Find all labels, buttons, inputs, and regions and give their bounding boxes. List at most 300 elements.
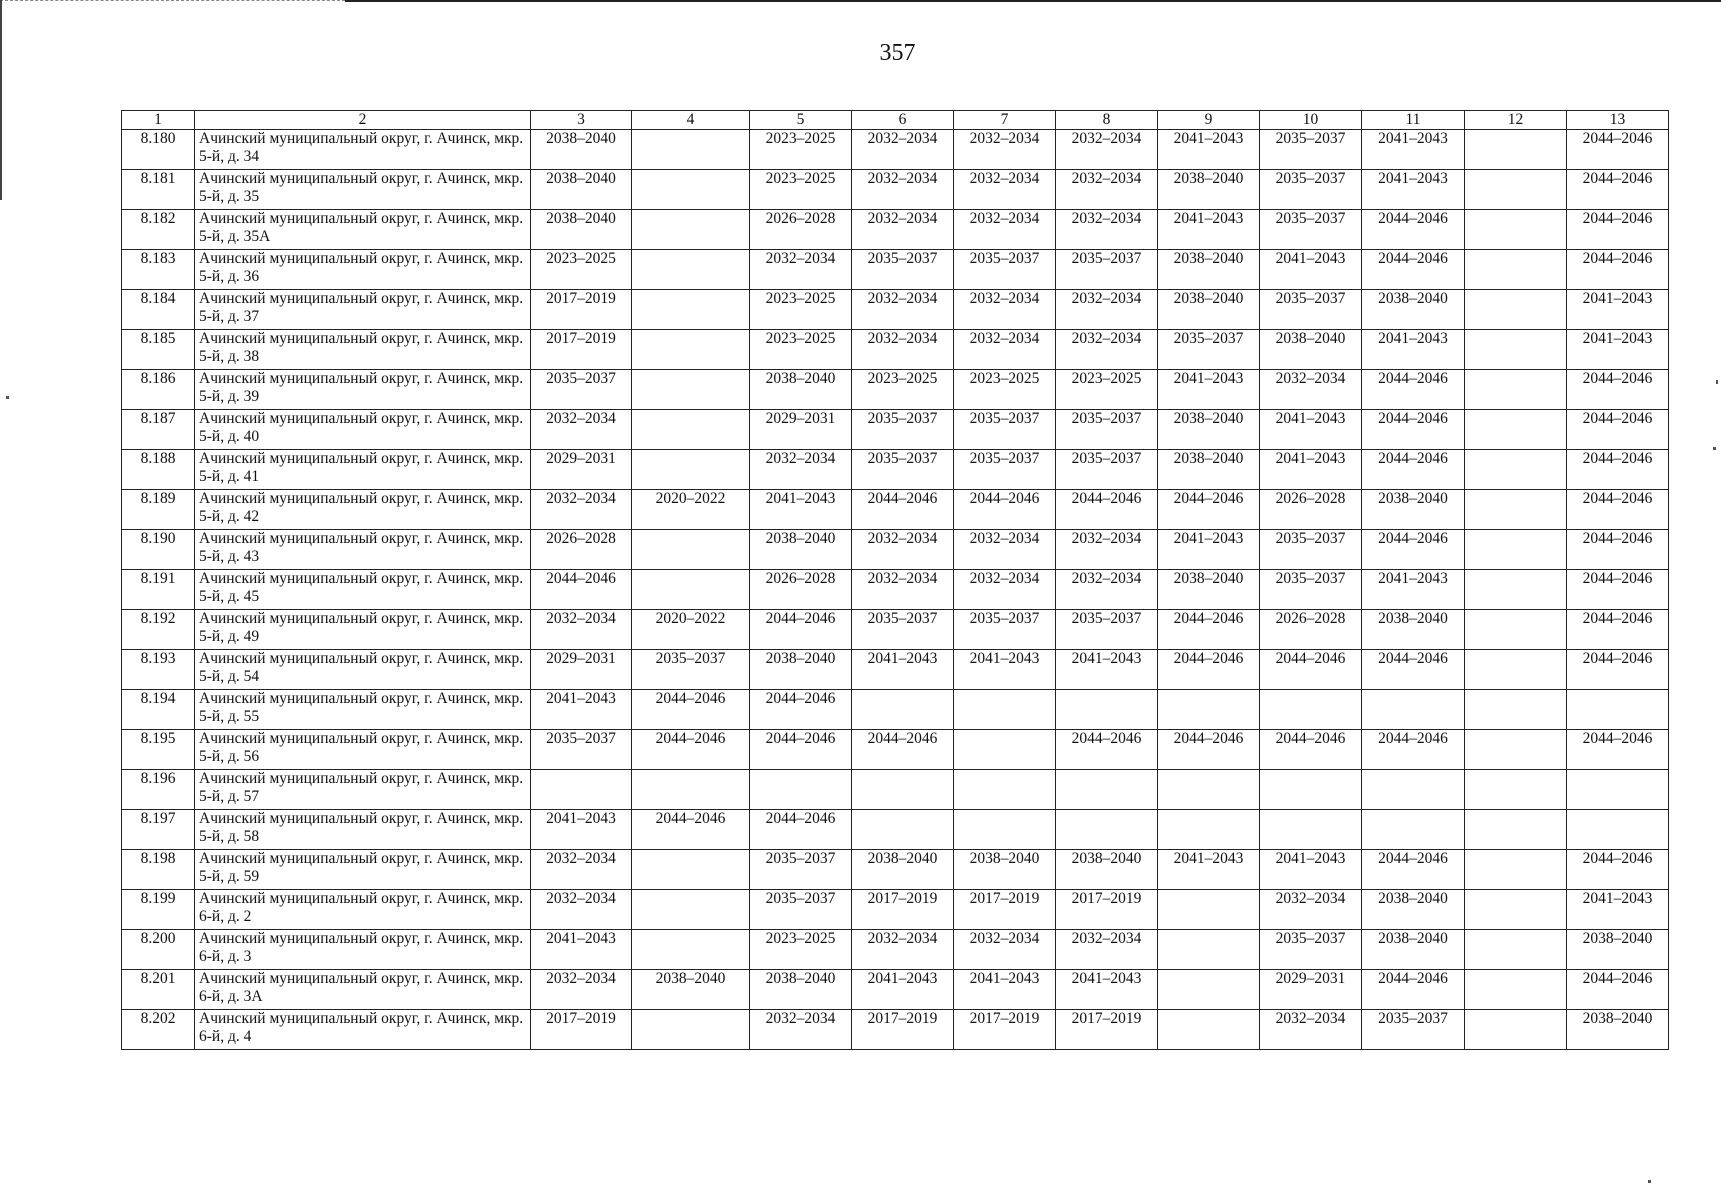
address-cell: Ачинский муниципальный округ, г. Ачинск, мкр. 5-й, д. 37 (195, 290, 531, 330)
period-cell-col-11: 2035–2037 (1362, 1010, 1465, 1050)
page-number: 357 (879, 40, 916, 66)
period-cell-col-4: 2020–2022 (632, 490, 750, 530)
row-number-cell: 8.182 (122, 210, 195, 250)
period-cell-col-3: 2032–2034 (531, 410, 632, 450)
period-cell-col-6: 2038–2040 (852, 850, 954, 890)
period-cell-col-11: 2041–2043 (1362, 570, 1465, 610)
table-row (122, 570, 1669, 610)
column-header-6: 6 (852, 111, 954, 130)
period-cell-col-6: 2035–2037 (852, 610, 954, 650)
period-cell-col-3: 2029–2031 (531, 450, 632, 490)
period-cell-col-10: 2038–2040 (1260, 330, 1362, 370)
period-cell-col-4 (632, 570, 750, 610)
period-cell-col-3: 2032–2034 (531, 890, 632, 930)
period-cell-col-4 (632, 930, 750, 970)
period-cell-col-13: 2044–2046 (1567, 130, 1669, 170)
period-cell-col-11: 2044–2046 (1362, 370, 1465, 410)
row-number-cell: 8.195 (122, 730, 195, 770)
period-cell-col-6: 2023–2025 (852, 370, 954, 410)
scan-mark (1713, 447, 1716, 450)
period-cell-col-13 (1567, 810, 1669, 850)
left-page-edge (0, 0, 2, 200)
period-cell-col-13 (1567, 770, 1669, 810)
period-cell-col-4 (632, 130, 750, 170)
period-cell-col-5: 2032–2034 (750, 1010, 852, 1050)
period-cell-col-10: 2041–2043 (1260, 450, 1362, 490)
period-cell-col-11: 2038–2040 (1362, 290, 1465, 330)
table-row (122, 410, 1669, 450)
period-cell-col-12 (1465, 570, 1567, 610)
period-cell-col-7 (954, 810, 1056, 850)
table-row (122, 290, 1669, 330)
period-cell-col-7: 2017–2019 (954, 890, 1056, 930)
period-cell-col-5: 2038–2040 (750, 530, 852, 570)
period-cell-col-7: 2032–2034 (954, 210, 1056, 250)
period-cell-col-6: 2032–2034 (852, 930, 954, 970)
period-cell-col-10: 2032–2034 (1260, 1010, 1362, 1050)
period-cell-col-13: 2044–2046 (1567, 730, 1669, 770)
period-cell-col-10: 2035–2037 (1260, 170, 1362, 210)
period-cell-col-7: 2041–2043 (954, 970, 1056, 1010)
period-cell-col-11: 2038–2040 (1362, 930, 1465, 970)
period-cell-col-8 (1056, 810, 1158, 850)
period-cell-col-11: 2041–2043 (1362, 170, 1465, 210)
period-cell-col-8: 2032–2034 (1056, 170, 1158, 210)
period-cell-col-3: 2032–2034 (531, 970, 632, 1010)
address-cell: Ачинский муниципальный округ, г. Ачинск, мкр. 5-й, д. 42 (195, 490, 531, 530)
period-cell-col-4: 2038–2040 (632, 970, 750, 1010)
row-number-cell: 8.202 (122, 1010, 195, 1050)
period-cell-col-8: 2038–2040 (1056, 850, 1158, 890)
table-row (122, 970, 1669, 1010)
address-cell: Ачинский муниципальный округ, г. Ачинск, мкр. 5-й, д. 56 (195, 730, 531, 770)
table-row (122, 250, 1669, 290)
period-cell-col-10 (1260, 770, 1362, 810)
top-rule (345, 0, 1721, 2)
period-cell-col-12 (1465, 690, 1567, 730)
table-row (122, 1010, 1669, 1050)
period-cell-col-7: 2023–2025 (954, 370, 1056, 410)
period-cell-col-10 (1260, 810, 1362, 850)
period-cell-col-12 (1465, 290, 1567, 330)
period-cell-col-13: 2041–2043 (1567, 330, 1669, 370)
period-cell-col-13: 2044–2046 (1567, 410, 1669, 450)
period-cell-col-12 (1465, 730, 1567, 770)
period-cell-col-8: 2032–2034 (1056, 330, 1158, 370)
period-cell-col-13: 2044–2046 (1567, 450, 1669, 490)
period-cell-col-9 (1158, 970, 1260, 1010)
period-cell-col-3: 2017–2019 (531, 330, 632, 370)
period-cell-col-10: 2035–2037 (1260, 570, 1362, 610)
period-cell-col-13: 2038–2040 (1567, 1010, 1669, 1050)
table-row (122, 850, 1669, 890)
period-cell-col-12 (1465, 370, 1567, 410)
address-cell: Ачинский муниципальный округ, г. Ачинск, мкр. 5-й, д. 45 (195, 570, 531, 610)
period-cell-col-10: 2032–2034 (1260, 890, 1362, 930)
column-header-8: 8 (1056, 111, 1158, 130)
period-cell-col-10: 2035–2037 (1260, 290, 1362, 330)
table-row (122, 610, 1669, 650)
period-cell-col-5: 2023–2025 (750, 130, 852, 170)
table-row (122, 810, 1669, 850)
period-cell-col-7: 2035–2037 (954, 250, 1056, 290)
period-cell-col-10: 2041–2043 (1260, 410, 1362, 450)
period-cell-col-13: 2041–2043 (1567, 290, 1669, 330)
period-cell-col-6: 2032–2034 (852, 570, 954, 610)
table-row (122, 330, 1669, 370)
period-cell-col-13: 2044–2046 (1567, 650, 1669, 690)
period-cell-col-3: 2017–2019 (531, 290, 632, 330)
period-cell-col-7: 2032–2034 (954, 290, 1056, 330)
period-cell-col-13: 2044–2046 (1567, 370, 1669, 410)
period-cell-col-13: 2044–2046 (1567, 210, 1669, 250)
row-number-cell: 8.201 (122, 970, 195, 1010)
address-cell: Ачинский муниципальный округ, г. Ачинск, мкр. 5-й, д. 57 (195, 770, 531, 810)
row-number-cell: 8.190 (122, 530, 195, 570)
address-cell: Ачинский муниципальный округ, г. Ачинск, мкр. 5-й, д. 58 (195, 810, 531, 850)
period-cell-col-6: 2032–2034 (852, 290, 954, 330)
period-cell-col-12 (1465, 970, 1567, 1010)
period-cell-col-12 (1465, 1010, 1567, 1050)
column-header-3: 3 (531, 111, 632, 130)
period-cell-col-7: 2035–2037 (954, 410, 1056, 450)
period-cell-col-4 (632, 530, 750, 570)
address-cell: Ачинский муниципальный округ, г. Ачинск, мкр. 5-й, д. 34 (195, 130, 531, 170)
period-cell-col-6: 2041–2043 (852, 650, 954, 690)
address-cell: Ачинский муниципальный округ, г. Ачинск, мкр. 6-й, д. 2 (195, 890, 531, 930)
row-number-cell: 8.183 (122, 250, 195, 290)
period-cell-col-9 (1158, 810, 1260, 850)
row-number-cell: 8.189 (122, 490, 195, 530)
period-cell-col-13 (1567, 690, 1669, 730)
period-cell-col-5: 2023–2025 (750, 330, 852, 370)
period-cell-col-7: 2041–2043 (954, 650, 1056, 690)
column-header-5: 5 (750, 111, 852, 130)
period-cell-col-4 (632, 410, 750, 450)
period-cell-col-12 (1465, 450, 1567, 490)
period-cell-col-12 (1465, 250, 1567, 290)
column-header-10: 10 (1260, 111, 1362, 130)
period-cell-col-12 (1465, 650, 1567, 690)
period-cell-col-5: 2023–2025 (750, 170, 852, 210)
period-cell-col-12 (1465, 130, 1567, 170)
period-cell-col-9: 2038–2040 (1158, 410, 1260, 450)
table-row (122, 370, 1669, 410)
period-cell-col-7: 2017–2019 (954, 1010, 1056, 1050)
period-cell-col-13: 2041–2043 (1567, 890, 1669, 930)
period-cell-col-4 (632, 770, 750, 810)
period-cell-col-8: 2032–2034 (1056, 130, 1158, 170)
address-cell: Ачинский муниципальный округ, г. Ачинск, мкр. 5-й, д. 43 (195, 530, 531, 570)
period-cell-col-5: 2044–2046 (750, 610, 852, 650)
period-cell-col-9: 2038–2040 (1158, 290, 1260, 330)
period-cell-col-6: 2044–2046 (852, 490, 954, 530)
period-cell-col-3: 2032–2034 (531, 850, 632, 890)
address-cell: Ачинский муниципальный округ, г. Ачинск, мкр. 5-й, д. 49 (195, 610, 531, 650)
period-cell-col-3: 2044–2046 (531, 570, 632, 610)
period-cell-col-4 (632, 370, 750, 410)
scan-mark (1716, 380, 1718, 384)
period-cell-col-3: 2041–2043 (531, 690, 632, 730)
row-number-cell: 8.180 (122, 130, 195, 170)
period-cell-col-10: 2035–2037 (1260, 930, 1362, 970)
period-cell-col-4 (632, 850, 750, 890)
table-row (122, 130, 1669, 170)
period-cell-col-11: 2044–2046 (1362, 530, 1465, 570)
period-cell-col-9: 2038–2040 (1158, 450, 1260, 490)
period-cell-col-11: 2038–2040 (1362, 610, 1465, 650)
period-cell-col-6: 2017–2019 (852, 890, 954, 930)
period-cell-col-7 (954, 690, 1056, 730)
period-cell-col-6: 2017–2019 (852, 1010, 954, 1050)
period-cell-col-3: 2032–2034 (531, 490, 632, 530)
period-cell-col-4: 2044–2046 (632, 730, 750, 770)
period-cell-col-8: 2017–2019 (1056, 890, 1158, 930)
column-header-11: 11 (1362, 111, 1465, 130)
row-number-cell: 8.197 (122, 810, 195, 850)
period-cell-col-4 (632, 290, 750, 330)
period-cell-col-11: 2044–2046 (1362, 650, 1465, 690)
period-cell-col-5: 2041–2043 (750, 490, 852, 530)
row-number-cell: 8.185 (122, 330, 195, 370)
period-cell-col-6 (852, 690, 954, 730)
period-cell-col-12 (1465, 810, 1567, 850)
table-row (122, 210, 1669, 250)
row-number-cell: 8.181 (122, 170, 195, 210)
period-cell-col-3: 2026–2028 (531, 530, 632, 570)
period-cell-col-3: 2041–2043 (531, 810, 632, 850)
period-cell-col-3: 2017–2019 (531, 1010, 632, 1050)
address-cell: Ачинский муниципальный округ, г. Ачинск, мкр. 5-й, д. 35А (195, 210, 531, 250)
period-cell-col-12 (1465, 490, 1567, 530)
period-cell-col-5: 2023–2025 (750, 930, 852, 970)
period-cell-col-4 (632, 1010, 750, 1050)
period-cell-col-12 (1465, 170, 1567, 210)
period-cell-col-10: 2044–2046 (1260, 730, 1362, 770)
period-cell-col-13: 2038–2040 (1567, 930, 1669, 970)
period-cell-col-11: 2044–2046 (1362, 730, 1465, 770)
period-cell-col-9 (1158, 930, 1260, 970)
period-cell-col-9: 2041–2043 (1158, 850, 1260, 890)
period-cell-col-4 (632, 210, 750, 250)
period-cell-col-9: 2041–2043 (1158, 210, 1260, 250)
period-cell-col-9: 2041–2043 (1158, 130, 1260, 170)
period-cell-col-5: 2026–2028 (750, 570, 852, 610)
period-cell-col-4: 2035–2037 (632, 650, 750, 690)
period-cell-col-6: 2032–2034 (852, 210, 954, 250)
period-cell-col-13: 2044–2046 (1567, 490, 1669, 530)
column-header-2: 2 (195, 111, 531, 130)
address-cell: Ачинский муниципальный округ, г. Ачинск, мкр. 6-й, д. 3А (195, 970, 531, 1010)
period-cell-col-11 (1362, 690, 1465, 730)
period-cell-col-12 (1465, 210, 1567, 250)
period-cell-col-10: 2041–2043 (1260, 850, 1362, 890)
row-number-cell: 8.193 (122, 650, 195, 690)
period-cell-col-10: 2026–2028 (1260, 610, 1362, 650)
period-cell-col-3: 2035–2037 (531, 730, 632, 770)
row-number-cell: 8.186 (122, 370, 195, 410)
period-cell-col-12 (1465, 890, 1567, 930)
table-row (122, 490, 1669, 530)
period-cell-col-6 (852, 810, 954, 850)
period-cell-col-9 (1158, 690, 1260, 730)
period-cell-col-10: 2044–2046 (1260, 650, 1362, 690)
table-row (122, 890, 1669, 930)
period-cell-col-7: 2035–2037 (954, 610, 1056, 650)
period-cell-col-10: 2026–2028 (1260, 490, 1362, 530)
period-cell-col-13: 2044–2046 (1567, 850, 1669, 890)
period-cell-col-9 (1158, 1010, 1260, 1050)
period-cell-col-7: 2032–2034 (954, 930, 1056, 970)
period-cell-col-7: 2032–2034 (954, 530, 1056, 570)
period-cell-col-8: 2017–2019 (1056, 1010, 1158, 1050)
period-cell-col-12 (1465, 770, 1567, 810)
period-cell-col-6: 2044–2046 (852, 730, 954, 770)
row-number-cell: 8.188 (122, 450, 195, 490)
period-cell-col-7: 2032–2034 (954, 130, 1056, 170)
period-cell-col-4 (632, 170, 750, 210)
period-cell-col-9: 2038–2040 (1158, 250, 1260, 290)
period-cell-col-5: 2038–2040 (750, 970, 852, 1010)
period-cell-col-7: 2032–2034 (954, 330, 1056, 370)
period-cell-col-11: 2044–2046 (1362, 970, 1465, 1010)
period-cell-col-5: 2035–2037 (750, 890, 852, 930)
period-cell-col-8: 2041–2043 (1056, 970, 1158, 1010)
period-cell-col-13: 2044–2046 (1567, 530, 1669, 570)
table-row (122, 650, 1669, 690)
period-cell-col-8: 2032–2034 (1056, 930, 1158, 970)
row-number-cell: 8.187 (122, 410, 195, 450)
period-cell-col-4 (632, 450, 750, 490)
period-cell-col-7: 2032–2034 (954, 570, 1056, 610)
period-cell-col-6: 2032–2034 (852, 130, 954, 170)
period-cell-col-9: 2035–2037 (1158, 330, 1260, 370)
period-cell-col-10: 2032–2034 (1260, 370, 1362, 410)
period-cell-col-5: 2044–2046 (750, 730, 852, 770)
period-cell-col-4 (632, 250, 750, 290)
period-cell-col-11: 2038–2040 (1362, 490, 1465, 530)
period-cell-col-5: 2044–2046 (750, 690, 852, 730)
period-cell-col-4: 2044–2046 (632, 690, 750, 730)
period-cell-col-7: 2035–2037 (954, 450, 1056, 490)
period-cell-col-10: 2035–2037 (1260, 210, 1362, 250)
period-cell-col-9 (1158, 890, 1260, 930)
period-cell-col-8: 2044–2046 (1056, 730, 1158, 770)
period-cell-col-4 (632, 330, 750, 370)
top-dashed-rule (0, 0, 345, 1)
period-cell-col-12 (1465, 530, 1567, 570)
period-cell-col-13: 2044–2046 (1567, 570, 1669, 610)
period-cell-col-9: 2044–2046 (1158, 730, 1260, 770)
repair-schedule-table (121, 110, 1669, 1050)
period-cell-col-11 (1362, 770, 1465, 810)
period-cell-col-7 (954, 770, 1056, 810)
row-number-cell: 8.198 (122, 850, 195, 890)
period-cell-col-9: 2041–2043 (1158, 370, 1260, 410)
period-cell-col-10: 2029–2031 (1260, 970, 1362, 1010)
column-header-4: 4 (632, 111, 750, 130)
row-number-cell: 8.196 (122, 770, 195, 810)
address-cell: Ачинский муниципальный округ, г. Ачинск, мкр. 5-й, д. 41 (195, 450, 531, 490)
period-cell-col-8: 2032–2034 (1056, 290, 1158, 330)
period-cell-col-5: 2044–2046 (750, 810, 852, 850)
period-cell-col-3: 2038–2040 (531, 210, 632, 250)
table-row (122, 730, 1669, 770)
period-cell-col-8: 2035–2037 (1056, 410, 1158, 450)
scan-mark (1648, 1180, 1651, 1183)
address-cell: Ачинский муниципальный округ, г. Ачинск, мкр. 5-й, д. 55 (195, 690, 531, 730)
address-cell: Ачинский муниципальный округ, г. Ачинск, мкр. 5-й, д. 54 (195, 650, 531, 690)
period-cell-col-4: 2044–2046 (632, 810, 750, 850)
column-header-13: 13 (1567, 111, 1669, 130)
period-cell-col-5: 2032–2034 (750, 250, 852, 290)
period-cell-col-6: 2035–2037 (852, 250, 954, 290)
period-cell-col-4: 2020–2022 (632, 610, 750, 650)
table-row (122, 170, 1669, 210)
period-cell-col-8: 2032–2034 (1056, 530, 1158, 570)
row-number-cell: 8.191 (122, 570, 195, 610)
table-row (122, 450, 1669, 490)
row-number-cell: 8.194 (122, 690, 195, 730)
period-cell-col-6: 2041–2043 (852, 970, 954, 1010)
column-header-7: 7 (954, 111, 1056, 130)
period-cell-col-13: 2044–2046 (1567, 250, 1669, 290)
period-cell-col-11: 2041–2043 (1362, 130, 1465, 170)
period-cell-col-13: 2044–2046 (1567, 610, 1669, 650)
period-cell-col-6 (852, 770, 954, 810)
period-cell-col-11: 2041–2043 (1362, 330, 1465, 370)
address-cell: Ачинский муниципальный округ, г. Ачинск, мкр. 5-й, д. 38 (195, 330, 531, 370)
period-cell-col-8 (1056, 770, 1158, 810)
period-cell-col-11: 2044–2046 (1362, 450, 1465, 490)
period-cell-col-9: 2041–2043 (1158, 530, 1260, 570)
period-cell-col-8 (1056, 690, 1158, 730)
period-cell-col-3: 2038–2040 (531, 130, 632, 170)
table-row (122, 770, 1669, 810)
table-header-row (122, 111, 1669, 130)
row-number-cell: 8.184 (122, 290, 195, 330)
row-number-cell: 8.200 (122, 930, 195, 970)
period-cell-col-11 (1362, 810, 1465, 850)
column-header-12: 12 (1465, 111, 1567, 130)
scan-mark (6, 396, 9, 399)
period-cell-col-5: 2029–2031 (750, 410, 852, 450)
period-cell-col-11: 2038–2040 (1362, 890, 1465, 930)
period-cell-col-3: 2032–2034 (531, 610, 632, 650)
table-row (122, 530, 1669, 570)
period-cell-col-10 (1260, 690, 1362, 730)
period-cell-col-9: 2038–2040 (1158, 570, 1260, 610)
period-cell-col-10: 2035–2037 (1260, 530, 1362, 570)
address-cell: Ачинский муниципальный округ, г. Ачинск, мкр. 5-й, д. 35 (195, 170, 531, 210)
period-cell-col-8: 2032–2034 (1056, 570, 1158, 610)
address-cell: Ачинский муниципальный округ, г. Ачинск, мкр. 6-й, д. 3 (195, 930, 531, 970)
period-cell-col-10: 2041–2043 (1260, 250, 1362, 290)
address-cell: Ачинский муниципальный округ, г. Ачинск, мкр. 5-й, д. 40 (195, 410, 531, 450)
address-cell: Ачинский муниципальный округ, г. Ачинск, мкр. 6-й, д. 4 (195, 1010, 531, 1050)
table-row (122, 690, 1669, 730)
period-cell-col-6: 2032–2034 (852, 330, 954, 370)
period-cell-col-3: 2029–2031 (531, 650, 632, 690)
period-cell-col-6: 2035–2037 (852, 410, 954, 450)
table-body (122, 130, 1669, 1050)
period-cell-col-11: 2044–2046 (1362, 410, 1465, 450)
address-cell: Ачинский муниципальный округ, г. Ачинск, мкр. 5-й, д. 59 (195, 850, 531, 890)
period-cell-col-5: 2035–2037 (750, 850, 852, 890)
period-cell-col-5: 2023–2025 (750, 290, 852, 330)
period-cell-col-7 (954, 730, 1056, 770)
period-cell-col-11: 2044–2046 (1362, 850, 1465, 890)
